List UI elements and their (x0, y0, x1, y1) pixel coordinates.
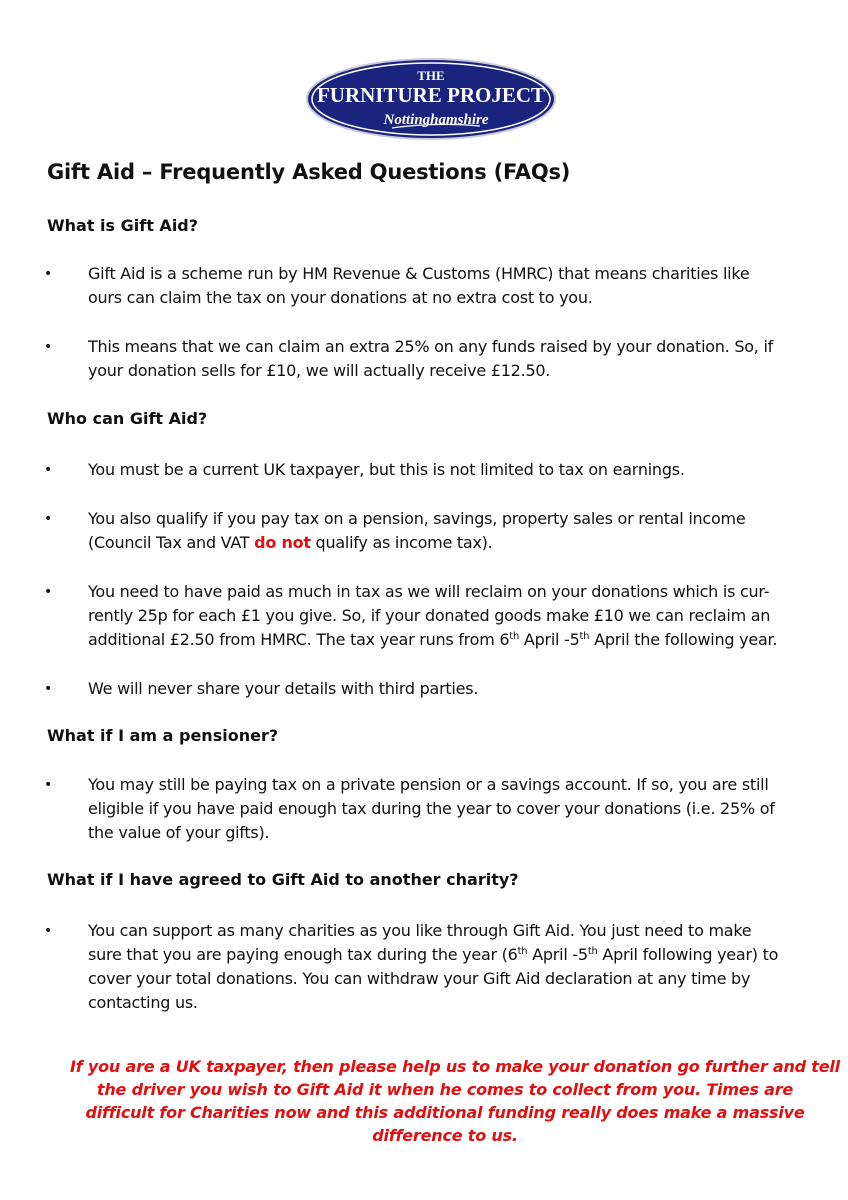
text-segment: April -5 (519, 630, 580, 649)
bullet-text (88, 773, 838, 845)
bullet-marker: • (44, 266, 53, 282)
bullet-line: Gift Aid is a scheme run by HM Revenue & Customs (HMRC) that means charities like (88, 264, 750, 283)
bullet-line: contacting us. (88, 993, 198, 1012)
bullet-text (88, 335, 838, 383)
logo-line-the: THE (417, 68, 445, 83)
bullet-line: ours can claim the tax on your donations at no extra cost to you. (88, 288, 593, 307)
text-segment: qualify as income tax). (310, 533, 493, 552)
bullet-text (88, 580, 838, 652)
bullet-line: eligible if you have paid enough tax during the year to cover your donations (i.e. 25% of (88, 799, 775, 818)
bullet-line (88, 531, 838, 555)
bullet-line: You also qualify if you pay tax on a pension, savings, property sales or rental income (88, 509, 746, 528)
superscript: th (587, 946, 598, 957)
page-title: Gift Aid – Frequently Asked Questions (FAQs) (47, 160, 571, 184)
bullet-text (88, 919, 838, 1015)
bullet-marker: • (44, 462, 53, 478)
text-segment: April following year) to (597, 945, 779, 964)
section-heading-pensioner: What if I am a pensioner? (47, 726, 279, 745)
bullet-marker: • (44, 339, 53, 355)
bullet-line: rently 25p for each £1 you give. So, if your donated goods make £10 we can reclaim an (88, 606, 771, 625)
appeal-line: If you are a UK taxpayer, then please help us to make your donation go further and tell (70, 1057, 840, 1076)
bullet-marker: • (44, 681, 53, 697)
bullet-line: This means that we can claim an extra 25% on any funds raised by your donation. So, if (88, 337, 774, 356)
bullet-line: We will never share your details with third parties. (88, 679, 479, 698)
bullet-line: the value of your gifts). (88, 823, 270, 842)
bullet-text (88, 458, 838, 482)
appeal-line: difference to us. (372, 1126, 518, 1145)
text-segment: sure that you are paying enough tax during the year (6 (88, 945, 518, 964)
section-heading-who-can-gift-aid: Who can Gift Aid? (47, 409, 208, 428)
bullet-line: You need to have paid as much in tax as we will reclaim on your donations which is cur- (88, 582, 770, 601)
section-heading-another-charity: What if I have agreed to Gift Aid to another charity? (47, 870, 519, 889)
text-segment: additional £2.50 from HMRC. The tax year runs from 6 (88, 630, 510, 649)
text-segment: April -5 (527, 945, 588, 964)
bullet-marker: • (44, 584, 53, 600)
bullet-line (88, 943, 838, 967)
bullet-line: You may still be paying tax on a private pension or a savings account. If so, you are still (88, 775, 769, 794)
section-heading-what-is-gift-aid: What is Gift Aid? (47, 216, 199, 235)
bullet-line: cover your total donations. You can withdraw your Gift Aid declaration at any time by (88, 969, 751, 988)
text-segment: April the following year. (589, 630, 778, 649)
bullet-text (88, 507, 838, 555)
emphasis-do-not: do not (254, 533, 311, 552)
appeal-line: the driver you wish to Gift Aid it when he comes to collect from you. Times are (96, 1080, 794, 1099)
bullet-marker: • (44, 923, 53, 939)
bullet-line: your donation sells for £10, we will actually receive £12.50. (88, 361, 551, 380)
bullet-marker: • (44, 777, 53, 793)
furniture-project-logo (304, 56, 558, 142)
bullet-line: You can support as many charities as you like through Gift Aid. You just need to make (88, 921, 752, 940)
bullet-text (88, 262, 838, 310)
text-segment: (Council Tax and VAT (88, 533, 255, 552)
bullet-line (88, 628, 838, 652)
superscript: th (517, 946, 528, 957)
logo-oval (304, 56, 558, 142)
bullet-text (88, 677, 838, 701)
bullet-marker: • (44, 511, 53, 527)
appeal-line: difficult for Charities now and this additional funding really does make a massive (85, 1103, 805, 1122)
logo-line-nottinghamshire: Nottinghamshire (383, 112, 489, 128)
logo-line-furniture-project: FURNITURE PROJECT (316, 83, 546, 107)
superscript: th (579, 631, 590, 642)
superscript: th (509, 631, 520, 642)
bullet-line: You must be a current UK taxpayer, but this is not limited to tax on earnings. (88, 460, 685, 479)
gift-aid-appeal-note (70, 1055, 840, 1147)
